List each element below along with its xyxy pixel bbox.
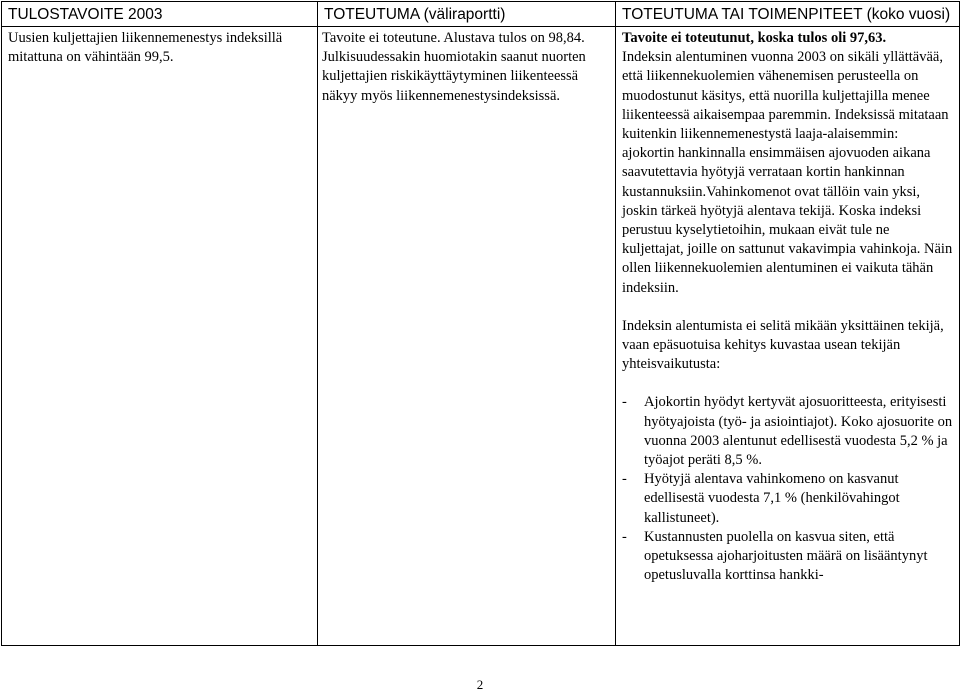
cell-full-year-result bbox=[616, 27, 960, 646]
table-row bbox=[2, 27, 960, 646]
target-text: Uusien kuljettajien liikennemenestys indeksillä mitattuna on vähintään 99,5. bbox=[8, 30, 283, 66]
dash-bullet-icon: - bbox=[622, 528, 627, 545]
dash-bullet-icon: - bbox=[622, 394, 627, 411]
header-toteutuma-koko-vuosi: TOTEUTUMA TAI TOIMENPITEET (koko vuosi) bbox=[616, 2, 960, 27]
result-paragraph-1: Indeksin alentuminen vuonna 2003 on sikäli yllättävää, että liikennekuolemien vähenemisen perusteella on muodostunut käsitys, että nuorilla kuljettajilla menee liikenteessä aikaisempaa paremmin. Indeksissä mitataan kuitenkin liikennemenestystä laaja-alaisemmin: ajokortin hankinnalla ensimmäisen ajovuoden aikana saavutettavia hyötyjä verrataan kortin hankinnan kustannuksiin.Vahinkomenot ovat tällöin vain yksi, joskin tärkeä hyötyjä alentava tekijä. Koska indeksi perustuu kyselytietoihin, mukaan eivät tule ne kuljettajat, joille on sattunut vakavimpia vahinkoja. Näin ollen liikennekuolemien alentuminen ei vaikuta tähän indeksiin. bbox=[622, 49, 953, 296]
header-tulostavoite: TULOSTAVOITE 2003 bbox=[2, 2, 318, 27]
result-heading: Tavoite ei toteutunut, koska tulos oli 97,63. bbox=[622, 30, 887, 46]
list-item bbox=[622, 470, 953, 528]
interim-result-text: Tavoite ei toteutune. Alustava tulos on 98,84. Julkisuudessakin huomiotakin saanut nuorten kuljettajien riskikäyttäytyminen liikenteessä näkyy myös liikennemenestysindeksissä. bbox=[322, 30, 586, 104]
paragraph-gap bbox=[622, 374, 953, 393]
paragraph-gap bbox=[622, 298, 953, 317]
cell-target bbox=[2, 27, 318, 646]
list-item bbox=[622, 393, 953, 470]
results-table bbox=[1, 1, 960, 646]
table-header-row bbox=[2, 2, 960, 27]
page-number: 2 bbox=[476, 677, 484, 692]
factor-list bbox=[622, 393, 953, 585]
list-item-text: Ajokortin hyödyt kertyvät ajosuoritteesta, erityisesti hyötyajoista (työ- ja asiointiajot). Koko ajosuorite on vuonna 2003 alentunut edellisestä vuodesta 5,2 % ja työajot peräti 8,5 %. bbox=[644, 394, 953, 469]
list-item bbox=[622, 528, 953, 586]
list-item-text: Kustannusten puolella on kasvua siten, että opetuksessa ajoharjoitusten määrä on lisääntynyt opetusluvalla korttinsa hankki- bbox=[644, 528, 928, 584]
header-toteutuma-valiraportti: TOTEUTUMA (väliraportti) bbox=[318, 2, 616, 27]
result-paragraph-2: Indeksin alentumista ei selitä mikään yksittäinen tekijä, vaan epäsuotuisa kehitys kuvastaa usean tekijän yhteisvaikutusta: bbox=[622, 317, 944, 373]
cell-interim-result bbox=[318, 27, 616, 646]
dash-bullet-icon: - bbox=[622, 471, 627, 488]
list-item-text: Hyötyjä alentava vahinkomeno on kasvanut edellisestä vuodesta 7,1 % (henkilövahingot kallistuneet). bbox=[644, 471, 900, 526]
